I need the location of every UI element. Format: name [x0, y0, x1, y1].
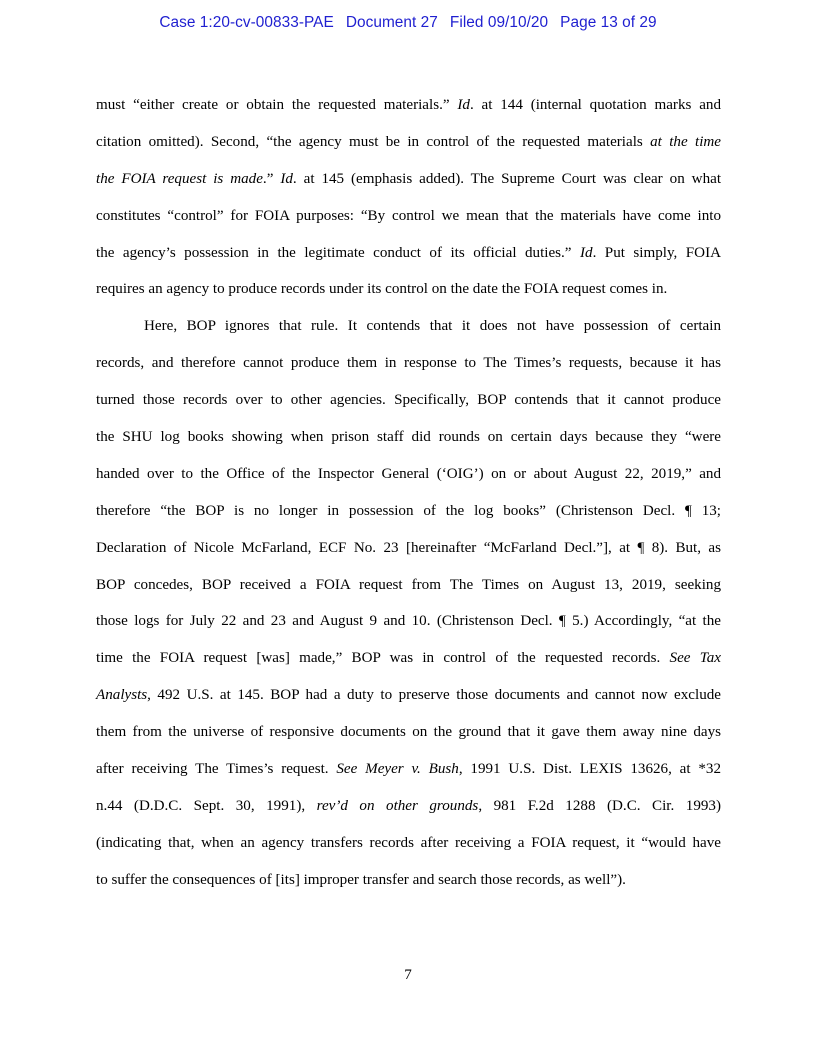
- italic-text: at the time: [650, 133, 721, 150]
- text-line: [96, 167, 721, 204]
- italic-text: rev’d on other grounds: [316, 797, 479, 814]
- text-run: records, and therefore cannot produce them in response to The Times’s requests, because it has: [96, 355, 721, 372]
- text-run: , 492 U.S. at 145. BOP had a duty to preserve those documents and cannot now exclude: [147, 687, 721, 704]
- text-run: the agency’s possession in the legitimate conduct of its official duties.”: [96, 244, 580, 261]
- text-run: the SHU log books showing when prison staff did rounds on certain days because they “were: [96, 429, 721, 446]
- document-body: [96, 93, 721, 905]
- text-line: [96, 868, 721, 905]
- text-run: time the FOIA request [was] made,” BOP was in control of the requested records.: [96, 650, 670, 667]
- text-run: must “either create or obtain the requested materials.”: [96, 97, 458, 113]
- italic-text: Id: [280, 170, 293, 187]
- text-run: . Put simply, FOIA: [592, 244, 721, 261]
- text-run: turned those records over to other agencies. Specifically, BOP contends that it cannot produce: [96, 392, 721, 409]
- case-number: Case 1:20-cv-00833-PAE: [159, 14, 334, 31]
- text-line: [96, 425, 721, 462]
- text-line: [96, 314, 721, 351]
- text-run: . at 144 (internal quotation marks and: [469, 97, 721, 113]
- text-run: requires an agency to produce records under its control on the date the FOIA request comes in.: [96, 281, 668, 298]
- text-run: .”: [262, 170, 281, 187]
- text-line: [96, 536, 721, 573]
- text-run: , 981 F.2d 1288 (D.C. Cir. 1993): [478, 797, 721, 814]
- paragraph: [96, 314, 721, 904]
- text-run: citation omitted). Second, “the agency must be in control of the requested materials: [96, 133, 651, 150]
- text-run: (indicating that, when an agency transfers records after receiving a FOIA request, it “would have: [96, 834, 721, 851]
- text-line: [96, 277, 721, 314]
- text-line: [96, 499, 721, 536]
- page-count: Page 13 of 29: [560, 14, 657, 31]
- text-line: [96, 683, 721, 720]
- text-line: [96, 204, 721, 241]
- case-header: [0, 14, 816, 32]
- text-run: therefore “the BOP is no longer in possession of the log books” (Christenson Decl. ¶ 13;: [96, 502, 721, 519]
- text-run: . at 145 (emphasis added). The Supreme Court was clear on what: [292, 170, 722, 187]
- italic-text: See Meyer v. Bush: [336, 761, 459, 778]
- text-line: [96, 646, 721, 683]
- filed-date: Filed 09/10/20: [449, 14, 549, 31]
- italic-text: the FOIA request is made: [96, 170, 263, 187]
- text-run: to suffer the consequences of [its] improper transfer and search those records, as well”).: [96, 871, 626, 888]
- text-line: [96, 720, 721, 757]
- text-run: constitutes “control” for FOIA purposes: “By control we mean that the materials have come into: [96, 207, 721, 224]
- paragraph: [96, 93, 721, 314]
- text-line: [96, 462, 721, 499]
- text-line: [96, 831, 721, 868]
- text-line: [96, 609, 721, 646]
- text-line: [96, 93, 721, 130]
- italic-text: Analysts: [96, 687, 148, 704]
- italic-text: Id: [579, 244, 593, 261]
- text-line: [96, 241, 721, 278]
- text-line: [96, 388, 721, 425]
- text-run: Here, BOP ignores that rule. It contends that it does not have possession of certain: [144, 318, 721, 335]
- text-line: [96, 573, 721, 610]
- text-run: handed over to the Office of the Inspector General (‘OIG’) on or about August 22, 2019,” and: [96, 465, 721, 482]
- page-number: 7: [404, 967, 412, 983]
- text-line: [96, 794, 721, 831]
- italic-text: Id: [457, 97, 470, 113]
- text-run: Declaration of Nicole McFarland, ECF No. 23 [hereinafter “McFarland Decl.”], at ¶ 8). But, as: [96, 539, 721, 556]
- text-run: them from the universe of responsive documents on the ground that it gave them away nine days: [96, 724, 721, 741]
- text-run: those logs for July 22 and 23 and August 9 and 10. (Christenson Decl. ¶ 5.) Accordingly, “at the: [96, 613, 721, 630]
- italic-text: See Tax: [669, 650, 722, 667]
- text-line: [96, 757, 721, 794]
- text-run: , 1991 U.S. Dist. LEXIS 13626, at *32: [458, 761, 721, 778]
- text-run: after receiving The Times’s request.: [96, 761, 337, 778]
- document-number: Document 27: [345, 14, 438, 31]
- text-run: n.44 (D.D.C. Sept. 30, 1991),: [96, 797, 317, 814]
- text-line: [96, 130, 721, 167]
- text-run: BOP concedes, BOP received a FOIA request from The Times on August 13, 2019, seeking: [96, 576, 721, 593]
- text-line: [96, 351, 721, 388]
